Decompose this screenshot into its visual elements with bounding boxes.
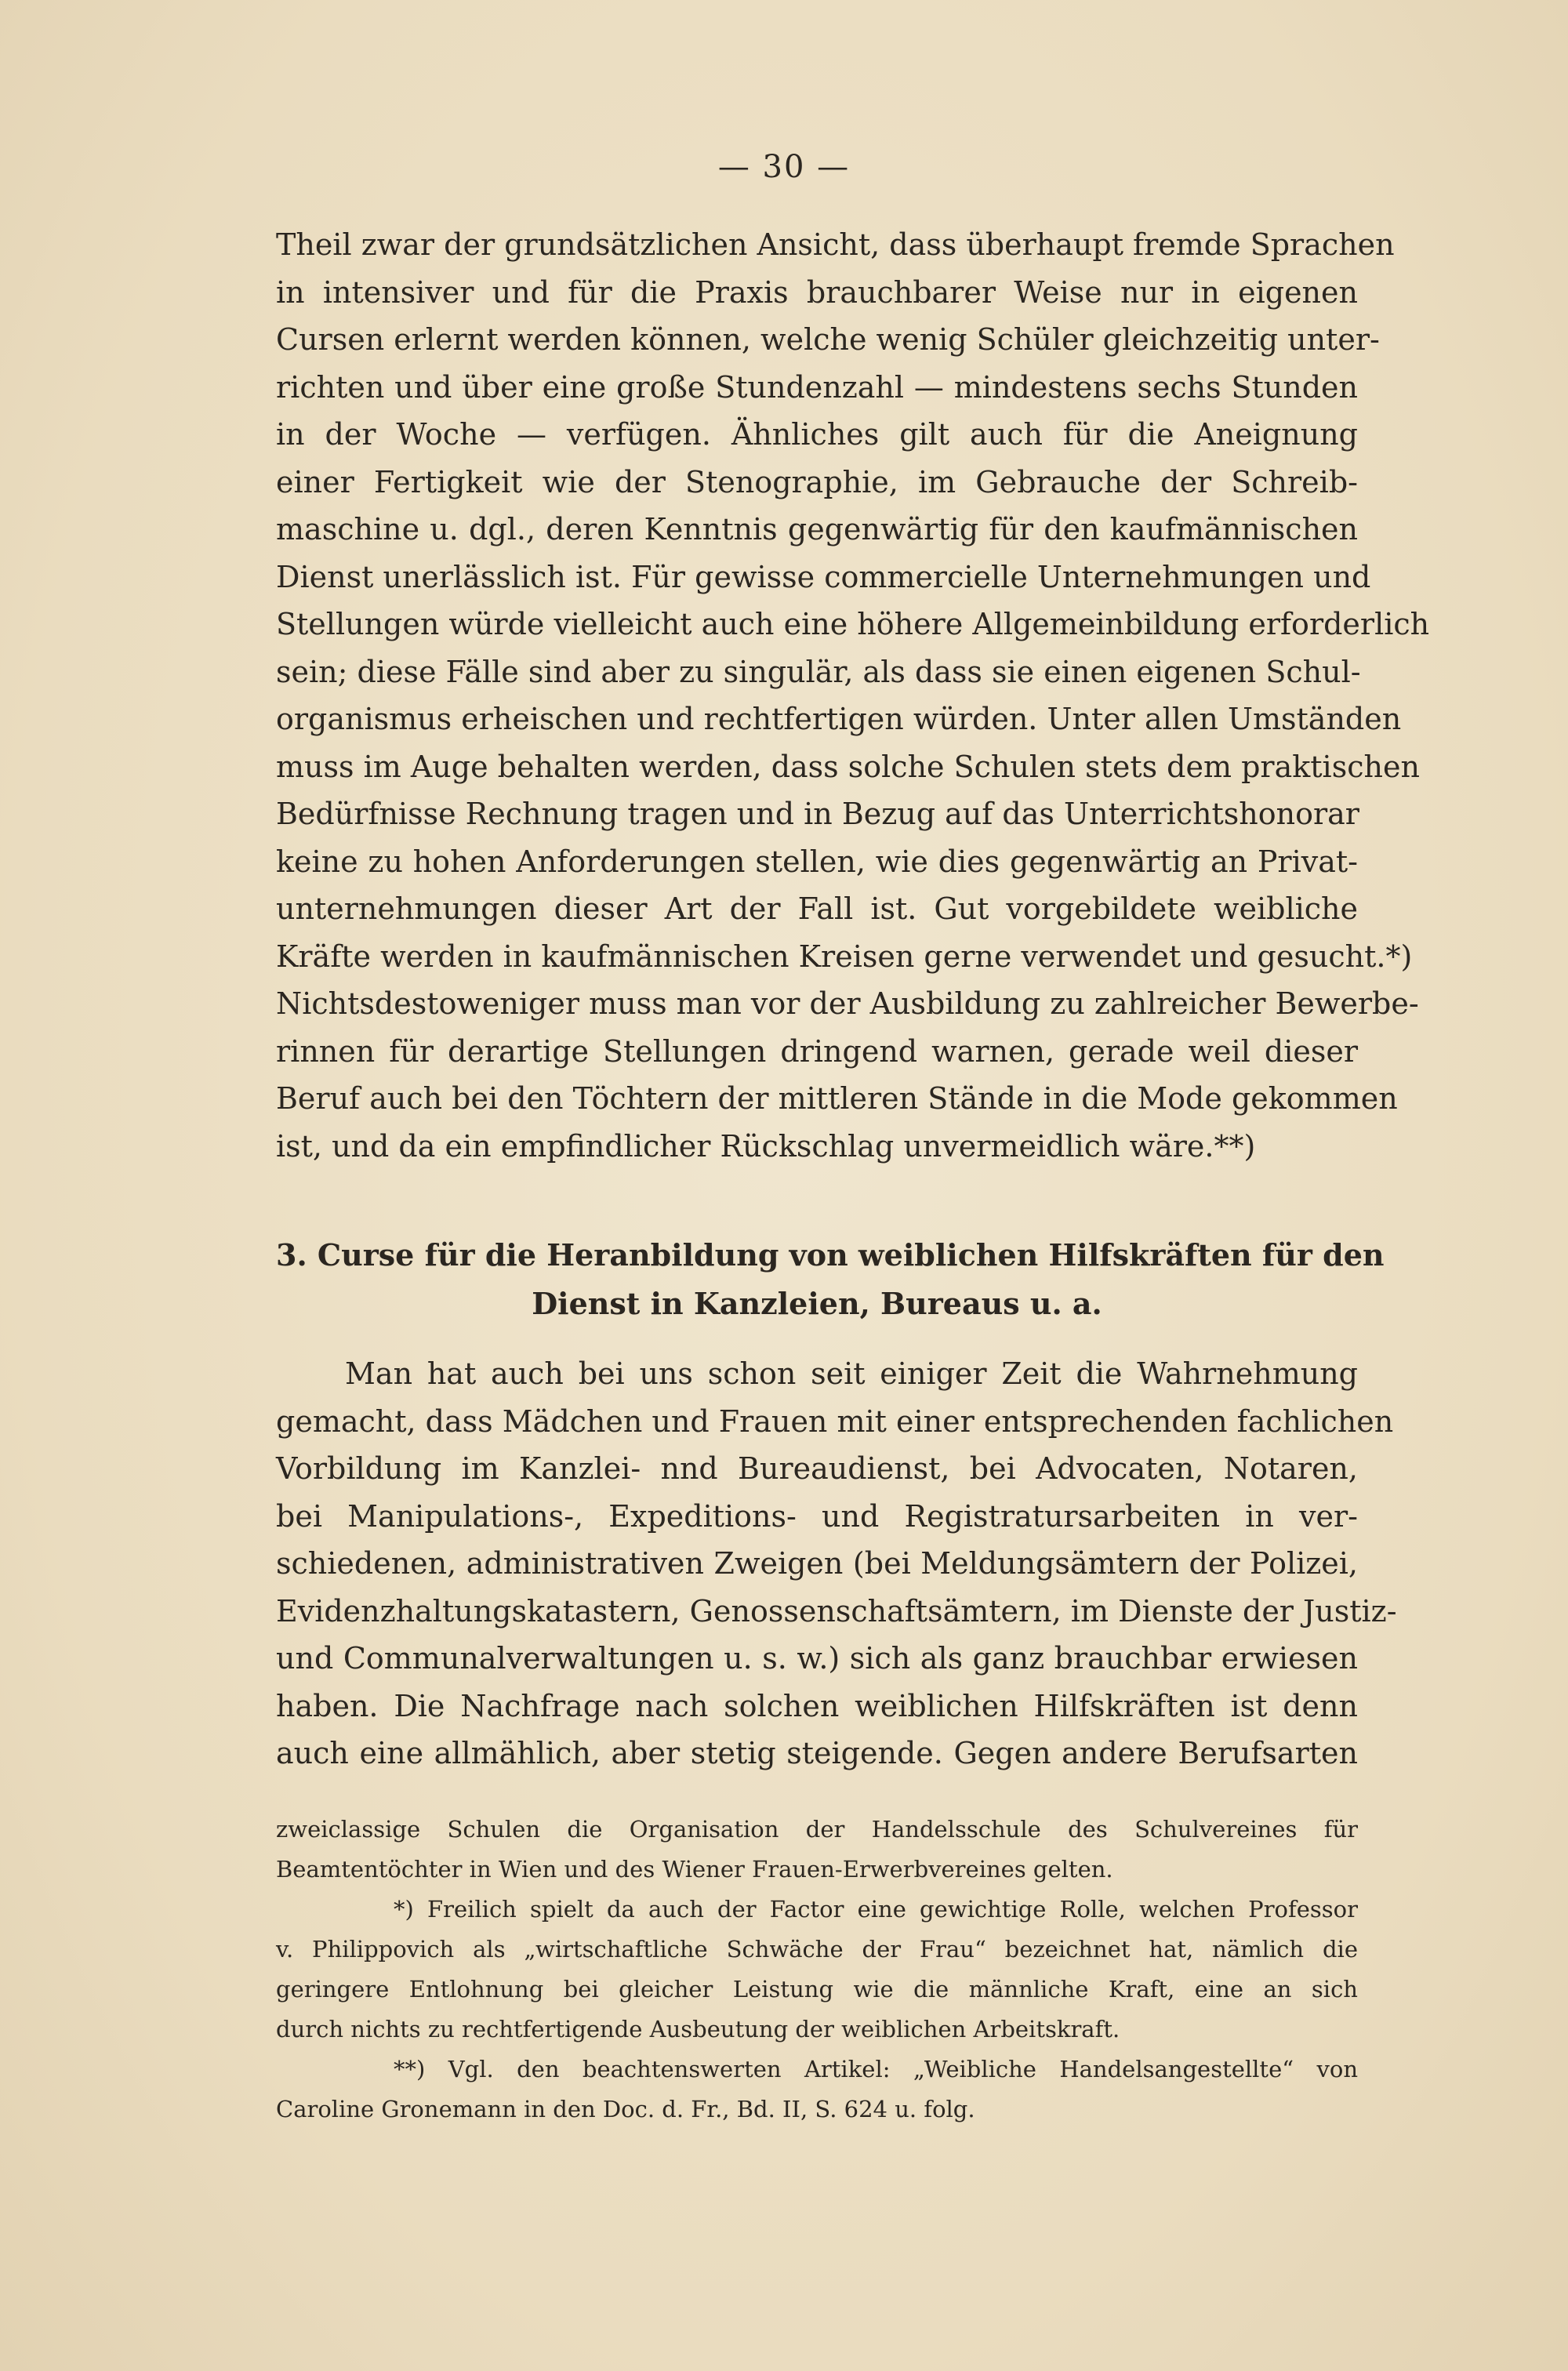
text-line: organismus erheischen und rechtfertigen würden. Unter allen Umständen (276, 702, 1402, 736)
text-line: in der Woche — verfügen. Ähnliches gilt auch für die Aneignung (276, 417, 1358, 452)
text-line: Cursen erlernt werden können, welche wenig Schüler gleichzeitig unter- (276, 322, 1380, 357)
text-line: rinnen für derartige Stellungen dringend warnen, gerade weil dieser (276, 1033, 1358, 1069)
footnote-line: Caroline Gronemann in den Doc. d. Fr., Bd. II, S. 624 u. folg. (276, 2096, 975, 2122)
text-line: schiedenen, administrativen Zweigen (bei Meldungsämtern der Polizei, (276, 1546, 1358, 1581)
text-line: Theil zwar der grundsätzlichen Ansicht, dass überhaupt fremde Sprachen (276, 227, 1395, 262)
text-line: unternehmungen dieser Art der Fall ist. Gut vorgebildete weibliche (276, 891, 1358, 926)
footnote-line: durch nichts zu rechtfertigende Ausbeutung der weiblichen Arbeitskraft. (276, 2016, 1120, 2042)
text-line: gemacht, dass Mädchen und Frauen mit einer entsprechenden fachlichen (276, 1403, 1394, 1439)
text-line: bei Manipulations-, Expeditions- und Registratursarbeiten in ver- (276, 1498, 1358, 1534)
text-line: keine zu hohen Anforderungen stellen, wie dies gegenwärtig an Privat- (276, 844, 1358, 879)
text-line: einer Fertigkeit wie der Stenographie, im Gebrauche der Schreib- (276, 464, 1358, 499)
text-line: richten und über eine große Stundenzahl — mindestens sechs Stunden (276, 369, 1358, 405)
text-line: auch eine allmählich, aber stetig steigende. Gegen andere Berufsarten (276, 1736, 1358, 1770)
text-line: und Communalverwaltungen u. s. w.) sich als ganz brauchbar erwiesen (276, 1641, 1358, 1676)
footnote-line: **) Vgl. den beachtenswerten Artikel: „Weibliche Handelsangestellte“ von (394, 2056, 1358, 2082)
text-line: ist, und da ein empfindlicher Rückschlag unvermeidlich wäre.**) (276, 1128, 1256, 1164)
text-line: muss im Auge behalten werden, dass solche Schulen stets dem praktischen (276, 749, 1420, 784)
footnote-line: geringere Entlohnung bei gleicher Leistung wie die männliche Kraft, eine an sich (276, 1976, 1358, 2002)
footnote-line: zweiclassige Schulen die Organisation der Handelsschule des Schulvereines für (276, 1816, 1358, 1843)
section-heading (276, 1231, 1385, 1328)
text-line: Beruf auch bei den Töchtern der mittleren Stände in die Mode gekommen (276, 1081, 1398, 1116)
footnote-line: v. Philippovich als „wirtschaftliche Schwäche der Frau“ bezeichnet hat, nämlich die (276, 1936, 1358, 1963)
footnote-line: Beamtentöchter in Wien und des Wiener Frauen-Erwerbvereines gelten. (276, 1856, 1113, 1883)
text-line: haben. Die Nachfrage nach solchen weiblichen Hilfskräften ist denn (276, 1688, 1358, 1723)
footnotes (276, 1810, 1358, 2130)
text-line: Kräfte werden in kaufmännischen Kreisen gerne verwendet und gesucht.*) (276, 939, 1413, 974)
text-line: Nichtsdestoweniger muss man vor der Ausbildung zu zahlreicher Bewerbe- (276, 986, 1419, 1021)
text-line: Vorbildung im Kanzlei- nnd Bureaudienst, bei Advocaten, Notaren, (276, 1451, 1358, 1486)
paragraph-1 (276, 221, 1430, 1170)
heading-line: Dienst in Kanzleien, Bureaus u. a. (532, 1286, 1102, 1321)
text-line: Stellungen würde vielleicht auch eine höhere Allgemeinbildung erforderlich (276, 607, 1430, 641)
paragraph-2 (276, 1350, 1397, 1777)
text-line: in intensiver und für die Praxis brauchbarer Weise nur in eigenen (276, 274, 1358, 310)
text-line: Man hat auch bei uns schon seit einiger Zeit die Wahrnehmung (345, 1356, 1358, 1391)
text-line: maschine u. dgl., deren Kenntnis gegenwärtig für den kaufmännischen (276, 512, 1358, 546)
text-line: Bedürfnisse Rechnung tragen und in Bezug auf das Unterrichtshonorar (276, 797, 1359, 831)
footnote-line: *) Freilich spielt da auch der Factor eine gewichtige Rolle, welchen Professor (394, 1896, 1358, 1923)
heading-line: 3. Curse für die Heranbildung von weiblichen Hilfskräften für den (276, 1237, 1385, 1273)
text-line: sein; diese Fälle sind aber zu singulär, als dass sie einen eigenen Schul- (276, 654, 1361, 689)
text-line: Dienst unerlässlich ist. Für gewisse commercielle Unternehmungen und (276, 559, 1371, 594)
page-number: — 30 — (717, 149, 851, 185)
text-line: Evidenzhaltungskatastern, Genossenschaftsämtern, im Dienste der Justiz- (276, 1593, 1397, 1628)
